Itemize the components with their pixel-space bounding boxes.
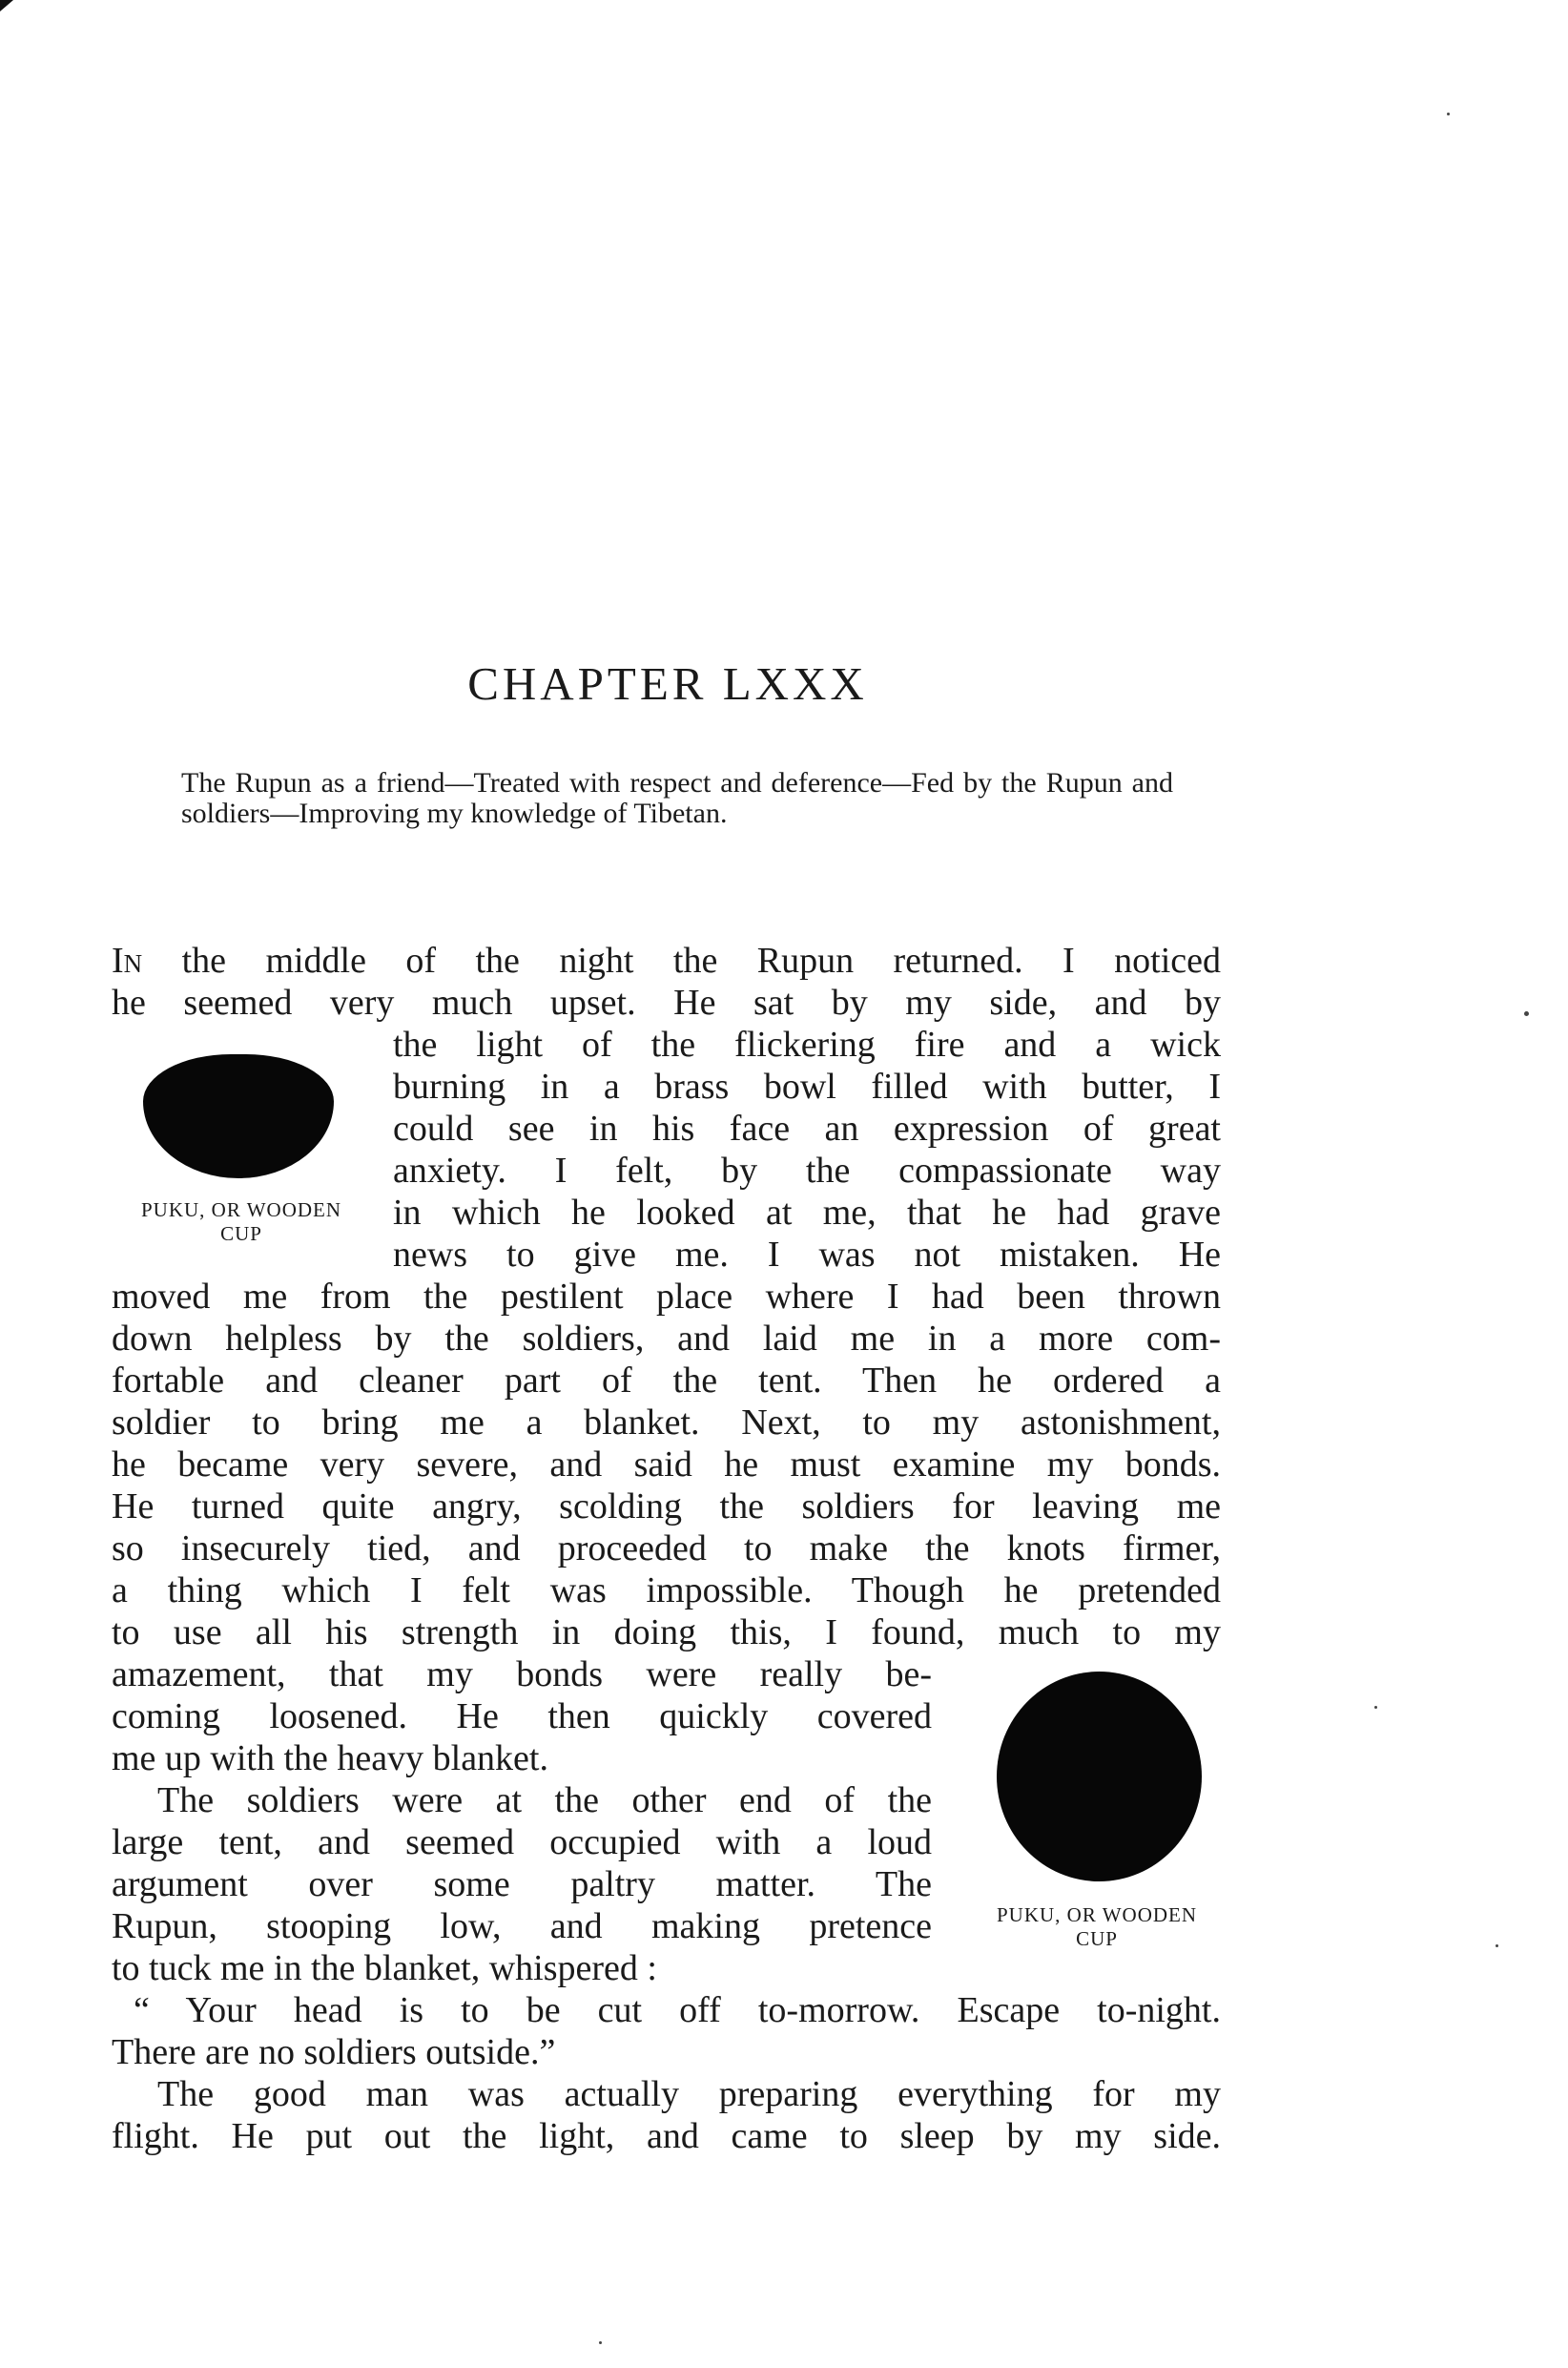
body-line: There are no soldiers outside.”: [112, 2032, 556, 2072]
body-line: In the middle of the night the Rupun returned. I noticed: [112, 941, 1221, 981]
body-line: could see in his face an expression of great: [393, 1109, 1221, 1149]
body-line: “ Your head is to be cut off to-morrow. Escape to-night.: [134, 1990, 1221, 2030]
body-line: news to give me. I was not mistaken. He: [393, 1235, 1221, 1275]
figure-caption-line1: PUKU, OR WOODEN: [140, 1198, 342, 1221]
chapter-synopsis: The Rupun as a friend—Treated with respect and deference—Fed by the Rupun and soldiers—Improving my knowledge of Tibetan.: [181, 767, 1173, 829]
figure-caption-line1: PUKU, OR WOODEN: [996, 1903, 1198, 1926]
body-line: large tent, and seemed occupied with a loud: [112, 1822, 932, 1862]
paper-speck: [1496, 1944, 1498, 1947]
wooden-cup-illustration: [997, 1672, 1202, 1881]
body-line: coming loosened. He then quickly covered: [112, 1696, 932, 1736]
body-line: the light of the flickering fire and a wick: [393, 1025, 1221, 1065]
wooden-cup-illustration: [143, 1054, 334, 1178]
paper-speck: [599, 2341, 602, 2344]
body-line: He turned quite angry, scolding the soldiers for leaving me: [112, 1486, 1221, 1527]
body-line: amazement, that my bonds were really be-: [112, 1654, 932, 1694]
body-line: he became very severe, and said he must examine my bonds.: [112, 1444, 1221, 1485]
body-line: flight. He put out the light, and came to sleep by my side.: [112, 2116, 1221, 2156]
body-line: so insecurely tied, and proceeded to make the knots firmer,: [112, 1528, 1221, 1568]
body-line: burning in a brass bowl filled with butter, I: [393, 1067, 1221, 1107]
body-line: moved me from the pestilent place where I had been thrown: [112, 1277, 1221, 1317]
body-line: in which he looked at me, that he had grave: [393, 1193, 1221, 1233]
body-line: The good man was actually preparing everything for my: [157, 2074, 1221, 2114]
figure-caption-line2: CUP: [1076, 1927, 1118, 1950]
body-line: soldier to bring me a blanket. Next, to my astonishment,: [112, 1402, 1221, 1443]
body-line: to tuck me in the blanket, whispered :: [112, 1948, 657, 1988]
body-line: Rupun, stooping low, and making pretence: [112, 1906, 932, 1946]
body-line: he seemed very much upset. He sat by my side, and by: [112, 983, 1221, 1023]
paper-speck: [1374, 1706, 1377, 1709]
paper-speck: [1524, 1011, 1529, 1016]
body-line: fortable and cleaner part of the tent. Then he ordered a: [112, 1361, 1221, 1401]
body-line: down helpless by the soldiers, and laid me in a more com-: [112, 1319, 1221, 1359]
chapter-title: CHAPTER LXXX: [467, 657, 868, 710]
drop-cap: In: [112, 941, 143, 981]
page-corner-mark: [0, 0, 13, 11]
body-line: to use all his strength in doing this, I found, much to my: [112, 1612, 1221, 1652]
paper-speck: [1447, 113, 1450, 115]
body-line: me up with the heavy blanket.: [112, 1738, 548, 1778]
body-line: The soldiers were at the other end of the: [157, 1780, 932, 1820]
body-line: anxiety. I felt, by the compassionate way: [393, 1151, 1221, 1191]
body-line: argument over some paltry matter. The: [112, 1864, 932, 1904]
body-line: a thing which I felt was impossible. Though he pretended: [112, 1570, 1221, 1610]
figure-caption-line2: CUP: [220, 1222, 262, 1245]
